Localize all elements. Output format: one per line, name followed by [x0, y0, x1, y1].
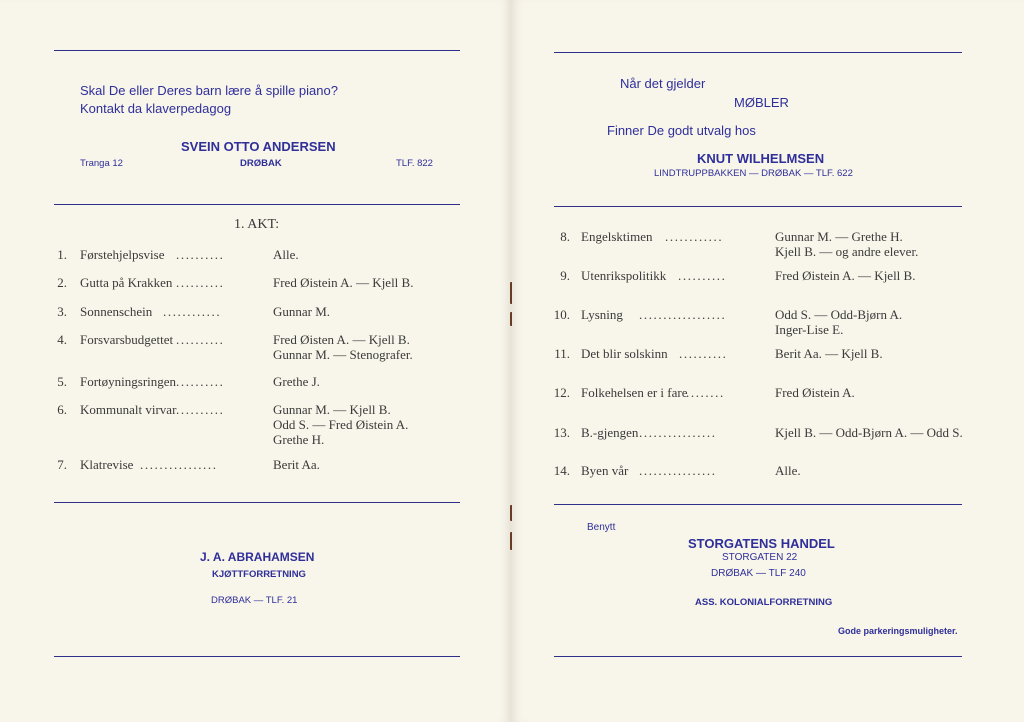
advertiser-address: LINDTRUPPBAKKEN — DRØBAK — TLF. 622: [654, 168, 853, 179]
divider: [54, 204, 460, 205]
item-cast: Kjell B. — Odd-Bjørn A. — Odd S.: [775, 425, 963, 440]
advertiser-phone: TLF. 822: [396, 158, 433, 169]
item-number: 7.: [57, 457, 67, 472]
item-title: Kommunalt virvar: [80, 402, 177, 417]
item-title: Engelsktimen: [581, 229, 653, 244]
advertiser-city: DRØBAK: [240, 158, 282, 169]
item-leader-dots: ................: [140, 457, 218, 472]
item-leader-dots: ........: [686, 385, 725, 400]
item-cast: Fred Øisten A. — Kjell B.: [273, 332, 410, 347]
item-leader-dots: ............: [665, 229, 724, 244]
item-title: Byen vår: [581, 463, 629, 478]
item-number: 4.: [57, 332, 67, 347]
advertiser-name: J. A. ABRAHAMSEN: [200, 550, 315, 564]
item-cast: Alle.: [273, 247, 299, 262]
divider-bottom: [554, 656, 962, 657]
item-title: Gutta på Krakken: [80, 275, 173, 290]
item-cast: Gunnar M.: [273, 304, 331, 319]
item-cast: Berit Aa. — Kjell B.: [775, 346, 883, 361]
item-number: 11.: [554, 346, 570, 361]
advertiser-street: STORGATEN 22: [722, 552, 798, 563]
divider-top: [554, 52, 962, 53]
ad-line: Skal De eller Deres barn lære å spille piano?: [80, 83, 338, 98]
item-title: Sonnenschein: [80, 304, 153, 319]
item-leader-dots: ................: [639, 425, 717, 440]
item-cast: Grethe H.: [273, 432, 325, 447]
item-number: 2.: [57, 275, 67, 290]
ad-line: Finner De godt utvalg hos: [607, 123, 756, 138]
item-leader-dots: ..........: [176, 332, 225, 347]
parking-note: Gode parkeringsmuligheter.: [838, 626, 958, 636]
item-number: 1.: [57, 247, 67, 262]
right-page: [512, 0, 1024, 722]
item-title: Folkehelsen er i fare: [581, 385, 688, 400]
item-cast: Fred Øistein A.: [775, 385, 855, 400]
advertiser-business: KJØTTFORRETNING: [212, 569, 306, 580]
item-cast: Alle.: [775, 463, 801, 478]
advertiser-name: SVEIN OTTO ANDERSEN: [181, 139, 336, 154]
item-leader-dots: ..........: [176, 275, 225, 290]
item-cast: Inger-Lise E.: [775, 322, 844, 337]
item-cast: Odd S. — Odd-Bjørn A.: [775, 307, 903, 322]
ad-line: Når det gjelder: [620, 76, 706, 91]
item-cast: Gunnar M. — Kjell B.: [273, 402, 391, 417]
item-cast: Fred Øistein A. — Kjell B.: [273, 275, 414, 290]
item-number: 6.: [57, 402, 67, 417]
item-leader-dots: ..........: [678, 268, 727, 283]
item-number: 9.: [560, 268, 570, 283]
item-number: 8.: [560, 229, 570, 244]
item-cast: Fred Øistein A. — Kjell B.: [775, 268, 916, 283]
left-page: [0, 0, 510, 722]
divider: [54, 502, 460, 503]
item-cast: Odd S. — Fred Øistein A.: [273, 417, 409, 432]
divider: [554, 504, 962, 505]
item-title: Fortøyningsringen: [80, 374, 177, 389]
item-number: 13.: [553, 425, 570, 440]
item-title: Klatrevise: [80, 457, 134, 472]
item-cast: Gunnar M. — Stenografer.: [273, 347, 413, 362]
divider-top: [54, 50, 460, 51]
item-leader-dots: ............: [163, 304, 222, 319]
item-leader-dots: ..........: [176, 247, 225, 262]
item-leader-dots: ..........: [679, 346, 728, 361]
ad-line: Benytt: [587, 522, 616, 533]
item-cast: Kjell B. — og andre elever.: [775, 244, 919, 259]
item-number: 12.: [553, 385, 570, 400]
item-title: B.-gjengen: [581, 425, 639, 440]
ad-line: Kontakt da klaverpedagog: [80, 101, 232, 116]
advertiser-contact: DRØBAK — TLF. 21: [211, 595, 298, 606]
item-cast: Gunnar M. — Grethe H.: [775, 229, 903, 244]
item-number: 3.: [57, 304, 67, 319]
item-title: Det blir solskinn: [581, 346, 668, 361]
advertiser-contact: DRØBAK — TLF 240: [711, 568, 806, 579]
divider: [554, 206, 962, 207]
act-title: 1. AKT:: [234, 217, 280, 232]
item-title: Førstehjelpsvise: [80, 247, 165, 262]
item-number: 5.: [57, 374, 67, 389]
item-leader-dots: ..........: [176, 402, 225, 417]
item-number: 14.: [553, 463, 570, 478]
item-title: Forsvarsbudgettet: [80, 332, 174, 347]
advertiser-name: KNUT WILHELMSEN: [697, 151, 825, 166]
advertiser-name: STORGATENS HANDEL: [688, 536, 835, 551]
item-leader-dots: ..........: [176, 374, 225, 389]
item-title: Utenrikspolitikk: [581, 268, 667, 283]
divider-bottom: [54, 656, 460, 657]
item-cast: Grethe J.: [273, 374, 320, 389]
item-number: 10.: [553, 307, 570, 322]
advertiser-address: Tranga 12: [80, 158, 123, 169]
item-cast: Berit Aa.: [273, 457, 320, 472]
ad-line: MØBLER: [734, 95, 789, 110]
item-leader-dots: ................: [639, 463, 717, 478]
item-leader-dots: ..................: [639, 307, 727, 322]
item-title: Lysning: [581, 307, 623, 322]
advertiser-business: ASS. KOLONIALFORRETNING: [695, 597, 833, 608]
